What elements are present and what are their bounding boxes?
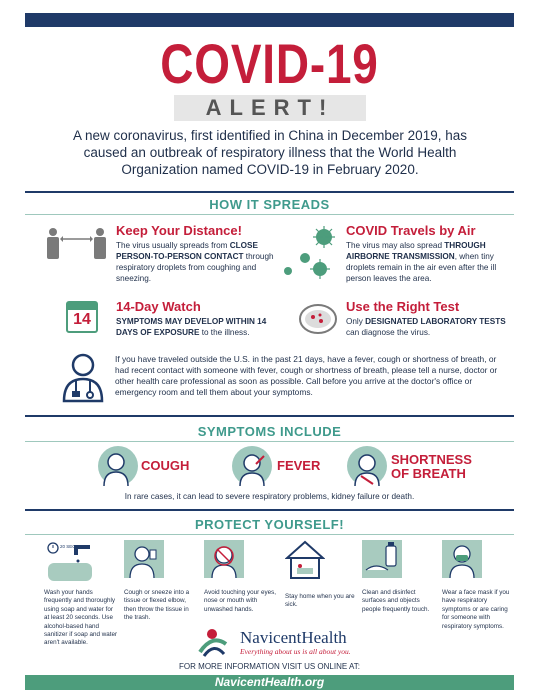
- watch-title: 14-Day Watch: [116, 299, 201, 314]
- section-divider: [25, 191, 514, 193]
- timer-label: 20 SEC: [60, 544, 76, 549]
- test-title: Use the Right Test: [346, 299, 460, 314]
- brand-name: NavicentHealth: [240, 628, 347, 647]
- rare-cases-note: In rare cases, it can lead to severe respiratory problems, kidney failure or death.: [124, 492, 415, 501]
- intro-paragraph: A new coronavirus, first identified in China in December 2019, has caused an outbreak of respiratory illness that the World Health Organization named COVID-19 in February 2020.: [73, 128, 467, 177]
- calendar-number: 14: [73, 311, 91, 328]
- section-divider: [25, 441, 514, 442]
- protect-tip-cough: Cough or sneeze into a tissue or flexed elbow, then throw the tissue in the trash.: [124, 589, 190, 622]
- protect-heading: PROTECT YOURSELF!: [194, 517, 345, 532]
- page-title: COVID-19: [160, 32, 379, 95]
- alert-label: ALERT!: [205, 95, 335, 120]
- navicent-logo-icon: [196, 626, 232, 658]
- doctor-icon: [60, 353, 106, 403]
- watch-text: SYMPTOMS MAY DEVELOP WITHIN 14 DAYS OF EXPOSURE to the illness.: [116, 317, 267, 337]
- more-info-label: FOR MORE INFORMATION VISIT US ONLINE AT:: [179, 662, 360, 671]
- symptoms-heading: SYMPTOMS INCLUDE: [197, 424, 342, 439]
- cough-tissue-icon: [124, 540, 164, 578]
- virus-icon: [280, 225, 342, 281]
- section-divider: [25, 534, 514, 535]
- website-link[interactable]: NavicentHealth.org: [214, 675, 325, 689]
- section-divider: [25, 509, 514, 511]
- stay-home-icon: [285, 540, 325, 580]
- distance-title: Keep Your Distance!: [116, 223, 242, 238]
- protect-tip-disinfect: Clean and disinfect surfaces and objects people frequently touch.: [362, 589, 430, 613]
- fever-label: FEVER: [277, 458, 321, 473]
- test-text: Only DESIGNATED LABORATORY TESTS can diagnose the virus.: [346, 317, 506, 337]
- how-it-spreads-heading: HOW IT SPREADS: [209, 197, 330, 212]
- handwash-icon: [44, 541, 96, 583]
- section-divider: [25, 214, 514, 215]
- protect-tip-handwash: Wash your hands frequently and thoroughly using soap and water for at least 20 seconds. Use alcohol-based hand sanitizer if soap and water aren't available.: [44, 589, 118, 647]
- shortness-of-breath-icon: [347, 446, 387, 486]
- calendar-icon: [66, 301, 98, 333]
- distance-text: The virus usually spreads from CLOSE PERSON-TO-PERSON CONTACT through respiratory droplets from coughing and sneezing.: [116, 241, 274, 283]
- social-distance-icon: [44, 227, 110, 261]
- protect-tip-stay-home: Stay home when you are sick.: [285, 593, 355, 609]
- face-mask-icon: [442, 540, 482, 578]
- cough-icon: [98, 446, 138, 486]
- shortness-label: SHORTNESS OF BREATH: [391, 452, 472, 481]
- air-title: COVID Travels by Air: [346, 223, 476, 238]
- section-divider: [25, 415, 514, 417]
- no-touch-face-icon: [204, 540, 244, 578]
- brand-tagline: Everything about us is all about you.: [240, 647, 351, 656]
- travel-note: If you have traveled outside the U.S. in the past 21 days, have a fever, cough or shortness of breath, or had recent contact with someone with fever, cough or shortness of breath, please tell a nurse, doctor or other health care professional as soon as possible. Call before you arrive at the doctor's office or emergency room and tell them about your symptoms.: [115, 354, 498, 397]
- air-text: The virus may also spread THROUGH AIRBORNE TRANSMISSION, when tiny droplets remain in the air even after the ill person leaves the area.: [346, 241, 497, 283]
- petri-dish-icon: [298, 302, 338, 336]
- protect-tip-mask: Wear a face mask if you have respiratory symptoms or are caring for someone with respiratory symptoms.: [442, 589, 510, 630]
- protect-tip-touch: Avoid touching your eyes, nose or mouth with unwashed hands.: [204, 589, 276, 613]
- disinfect-icon: [362, 540, 402, 578]
- cough-label: COUGH: [141, 458, 190, 473]
- fever-icon: [232, 446, 272, 486]
- top-banner-bar: [25, 13, 514, 27]
